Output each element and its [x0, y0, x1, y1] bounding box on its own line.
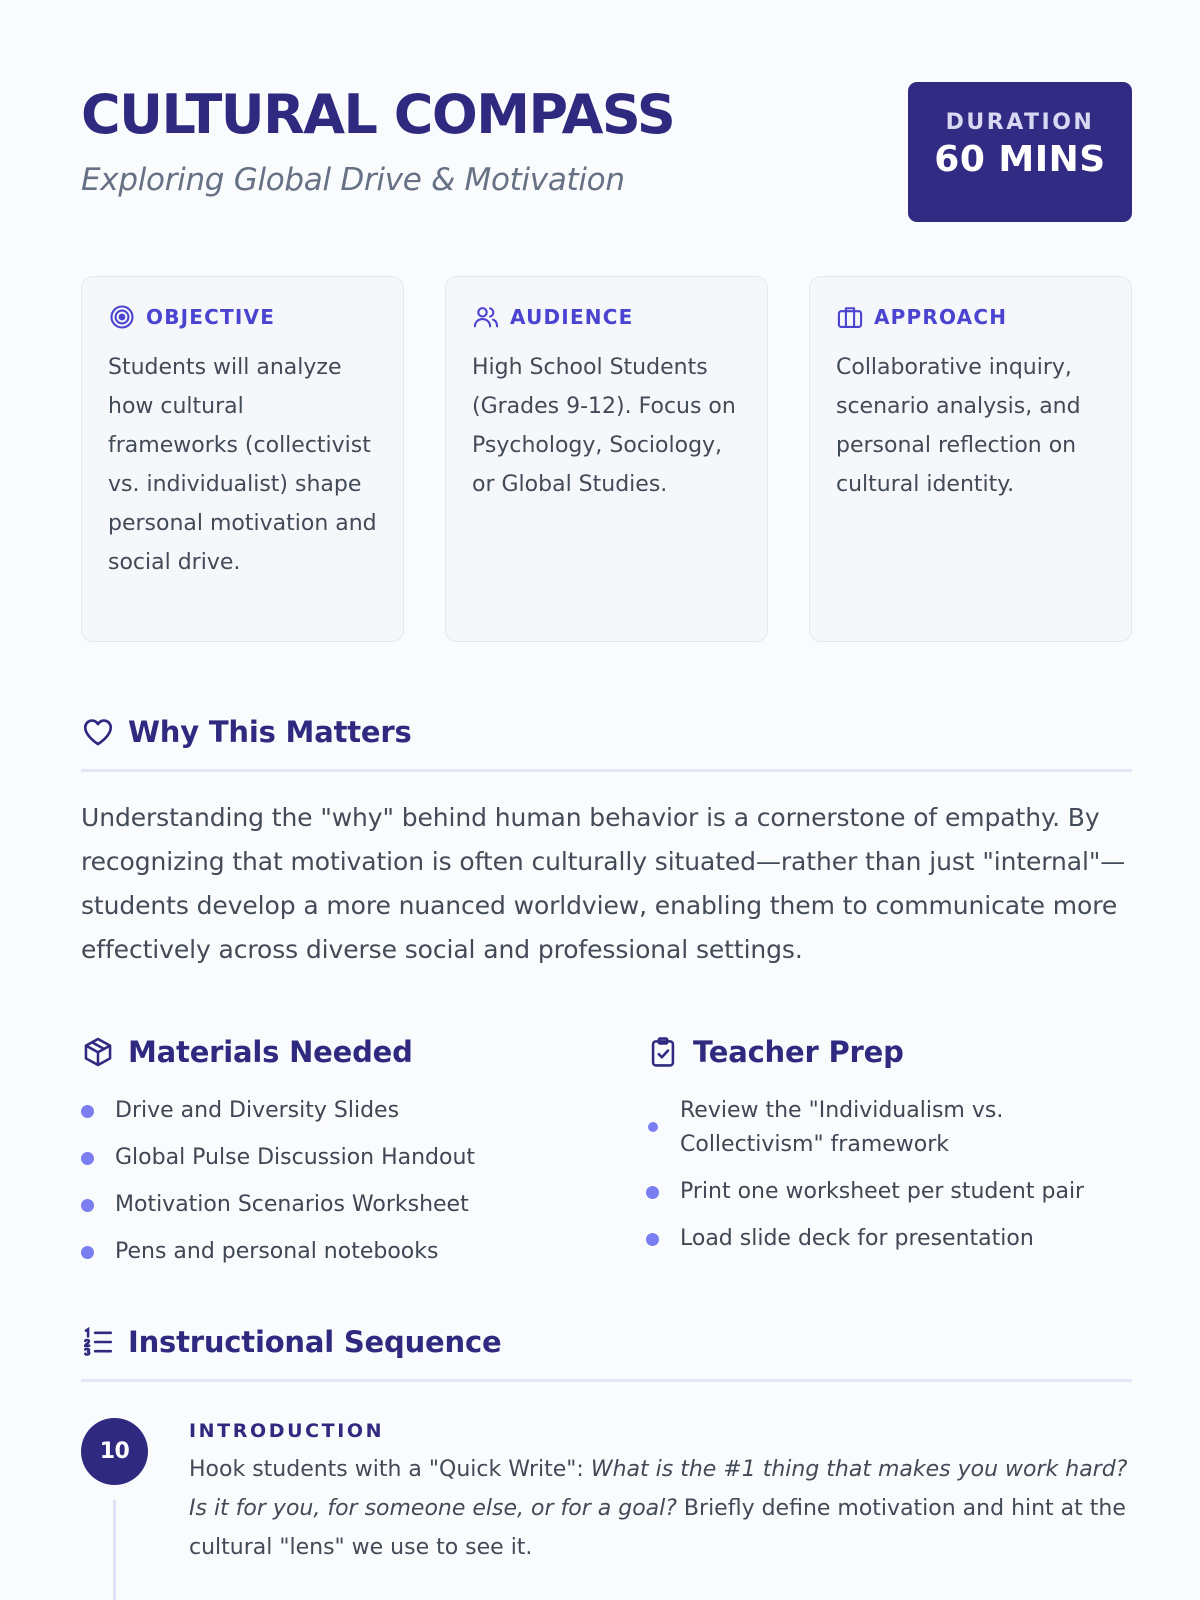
card-text: Students will analyze how cultural frameworks (collectivist vs. individualist) shape personal motivation and social drive.: [108, 355, 377, 575]
section-divider: [81, 769, 1132, 772]
card-approach: [809, 276, 1132, 642]
section-title: Materials Needed: [128, 1035, 413, 1069]
header: [81, 80, 1132, 225]
materials-section: [81, 1032, 601, 1282]
card-title: AUDIENCE: [510, 305, 634, 329]
clipboard-check-icon: [646, 1035, 680, 1069]
list-item: Print one worksheet per student pair: [646, 1175, 1132, 1209]
step-text: Hook students with a "Quick Write": What is the #1 thing that makes you work hard? Is it for you, for someone else, or for a goal? Briefly define motivation and hint at the cultural "lens" we use to see it.: [189, 1457, 1128, 1560]
duration-badge: [908, 82, 1132, 222]
section-title: Why This Matters: [128, 715, 412, 749]
card-title: OBJECTIVE: [146, 305, 276, 329]
card-title: APPROACH: [874, 305, 1008, 329]
users-icon: [472, 303, 500, 331]
duration-value: 60 MINS: [934, 139, 1106, 180]
package-icon: [81, 1035, 115, 1069]
step-minutes-badge: 10: [81, 1418, 148, 1485]
list-item: Pens and personal notebooks: [81, 1235, 601, 1269]
timeline-line: [113, 1500, 116, 1600]
briefcase-icon: [836, 303, 864, 331]
section-title: Instructional Sequence: [128, 1325, 502, 1359]
card-text: High School Students (Grades 9-12). Focus on Psychology, Sociology, or Global Studies.: [472, 355, 736, 497]
why-text: Understanding the "why" behind human behavior is a cornerstone of empathy. By recognizing that motivation is often culturally situated—rather than just "internal"—students develop a more nuanced worldview, enabling them to communicate more effectively across diverse social and professional settings.: [81, 803, 1126, 964]
numbered-list-icon: [81, 1325, 115, 1359]
section-divider: [81, 1379, 1132, 1382]
page-title: CULTURAL COMPASS: [81, 83, 675, 146]
why-section: [81, 712, 1132, 972]
materials-list: [81, 1094, 601, 1269]
card-objective: [81, 276, 404, 642]
sequence-section: [81, 1322, 1132, 1382]
list-item: Review the "Individualism vs. Collectivism" framework: [646, 1094, 1132, 1162]
card-audience: [445, 276, 768, 642]
section-title: Teacher Prep: [693, 1035, 904, 1069]
target-icon: [108, 303, 136, 331]
page-subtitle: Exploring Global Drive & Motivation: [81, 162, 625, 198]
list-item: Global Pulse Discussion Handout: [81, 1141, 601, 1175]
list-item: Load slide deck for presentation: [646, 1222, 1132, 1256]
list-item: Motivation Scenarios Worksheet: [81, 1188, 601, 1222]
step-label: INTRODUCTION: [189, 1420, 385, 1442]
duration-label: DURATION: [945, 110, 1095, 135]
overview-cards: [81, 276, 1132, 642]
prep-section: [646, 1032, 1132, 1269]
list-item: Drive and Diversity Slides: [81, 1094, 601, 1128]
prep-list: [646, 1094, 1132, 1256]
card-text: Collaborative inquiry, scenario analysis, and personal reflection on cultural identity.: [836, 355, 1081, 497]
heart-icon: [81, 715, 115, 749]
